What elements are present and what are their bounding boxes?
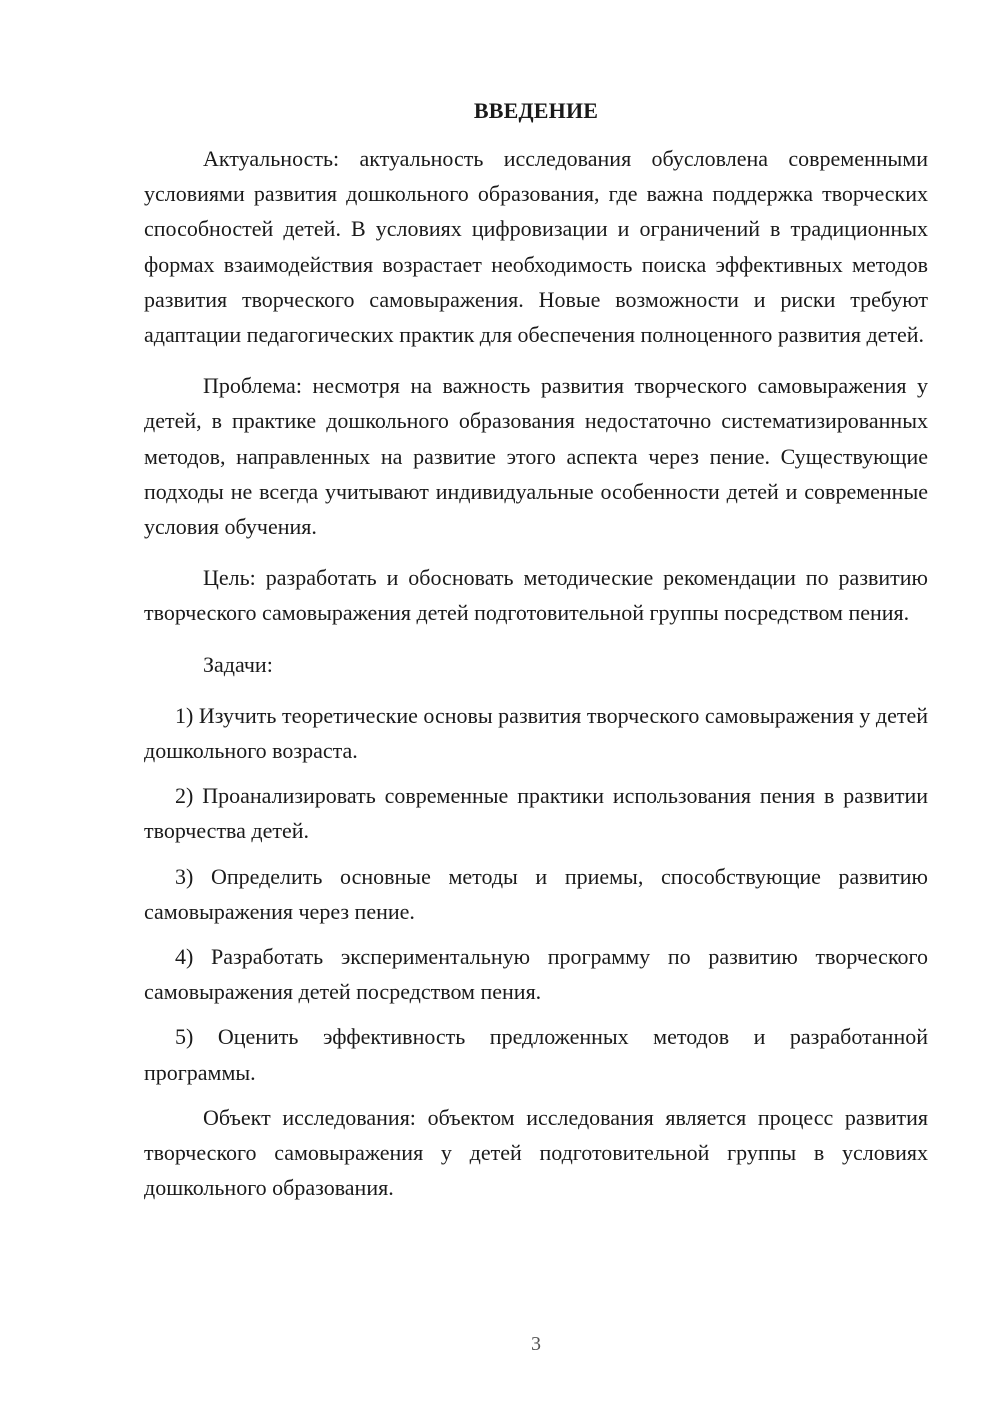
page-content [144,93,928,1221]
task-item-1: 1) Изучить теоретические основы развития творческого самовыражения у детей дошкольного возраста. [144,702,928,764]
task-item-5: 5) Оценить эффективность предложенных методов и разработанной программы. [144,1024,928,1085]
paragraph-object: Объект исследования: объектом исследования является процесс развития творческого самовыражения у детей подготовительной группы в условиях дошкольного образования. [144,1104,928,1201]
page-number: 3 [531,1333,541,1355]
task-item-3: 3) Определить основные методы и приемы, способствующие развитию самовыражения через пение. [144,863,928,924]
tasks-label: Задачи: [203,651,273,677]
paragraph-problem: Проблема: несмотря на важность развития творческого самовыражения у детей, в практике дошкольного образования недостаточно систематизированных методов, направленных на развитие этого аспекта через пение. Существующие подходы не всегда учитывают индивидуальные особенности детей и современные условия обучения. [144,373,928,540]
task-item-4: 4) Разработать экспериментальную программу по развитию творческого самовыражения детей посредством пения. [144,944,928,1005]
task-item-2: 2) Проанализировать современные практики использования пения в развитии творчества детей. [144,783,928,844]
paragraph-goal: Цель: разработать и обосновать методические рекомендации по развитию творческого самовыражения детей подготовительной группы посредством пения. [144,565,928,626]
section-title: ВВЕДЕНИЕ [473,98,599,123]
paragraph-relevance: Актуальность: актуальность исследования обусловлена современными условиями развития дошкольного образования, где важна поддержка творческих способностей детей. В условиях цифровизации и ограничений в традиционных формах взаимодействия возрастает необходимость поиска эффективных методов развития творческого самовыражения. Новые возможности и риски требуют адаптации педагогических практик для обеспечения полноценного развития детей. [144,146,928,348]
